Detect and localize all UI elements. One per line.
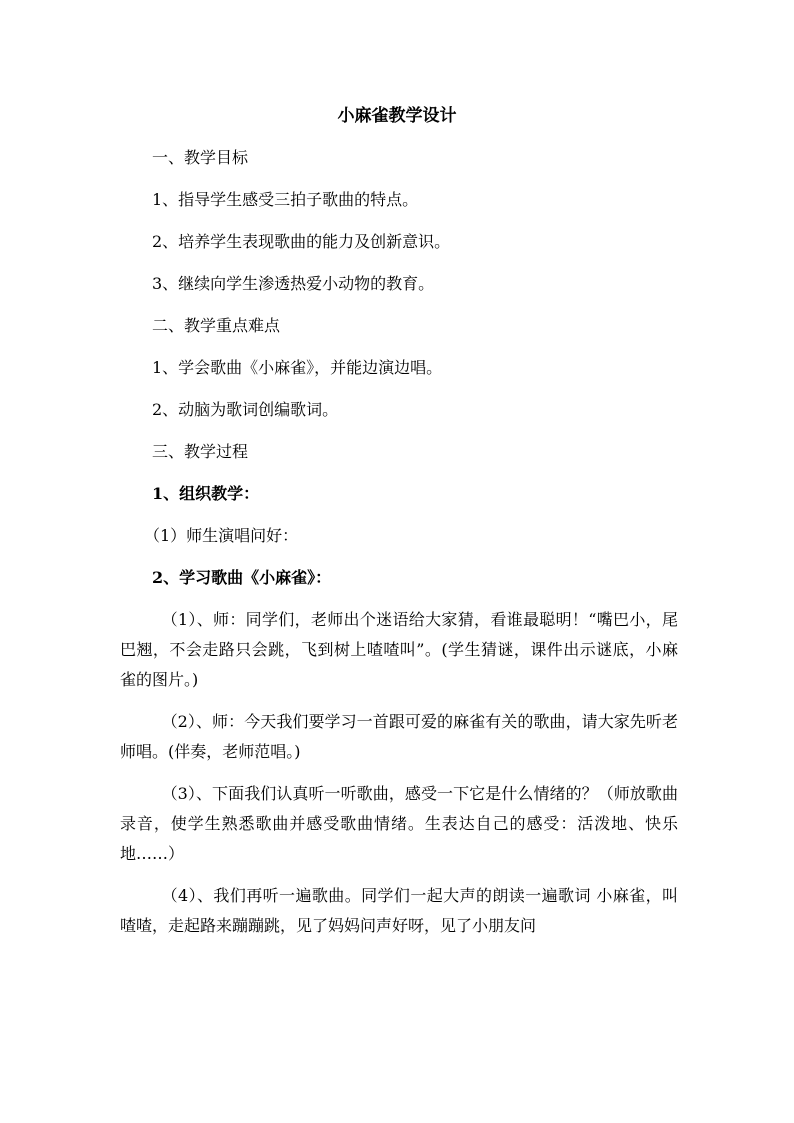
step-heading-learn-song: 2、学习歌曲《小麻雀》： [152,568,332,587]
list-item: 1、学会歌曲《小麻雀》，并能边演边唱。 [152,358,443,377]
list-item: 2、动脑为歌词创编歌词。 [152,400,339,419]
section-heading-process: 三、教学过程 [152,442,249,461]
body-paragraph: （1）、师：同学们，老师出个迷语给大家猜，看谁最聪明！“嘴巴小，尾巴翘，不会走路只会跳，飞到树上喳喳叫”。(学生猜谜，课件出示谜底，小麻雀的图片。) [120,610,678,689]
list-item: 3、继续向学生渗透热爱小动物的教育。 [152,274,435,293]
step-heading-organize: 1、组织教学： [152,484,260,503]
list-item: 2、培养学生表现歌曲的能力及创新意识。 [152,232,451,251]
body-paragraph: （2）、师：今天我们要学习一首跟可爱的麻雀有关的歌曲，请大家先听老师唱。(伴奏，老师范唱。) [120,712,678,761]
section-heading-key-points: 二、教学重点难点 [152,316,281,335]
section-heading-objectives: 一、教学目标 [152,148,249,167]
document-body [120,143,678,953]
document-title: 小麻雀教学设计 [337,106,457,126]
body-paragraph: （4）、我们再听一遍歌曲。同学们一起大声的朗读一遍歌词 小麻雀，叫喳喳，走起路来蹦蹦跳，见了妈妈问声好呀，见了小朋友问 [120,886,678,935]
body-paragraph: （3）、下面我们认真听一听歌曲，感受一下它是什么情绪的？（师放歌曲录音，使学生熟悉歌曲并感受歌曲情绪。生表达自己的感受：活泼地、快乐地……） [120,784,678,863]
list-item: （1）师生演唱问好： [144,526,299,545]
list-item: 1、指导学生感受三拍子歌曲的特点。 [152,190,419,209]
